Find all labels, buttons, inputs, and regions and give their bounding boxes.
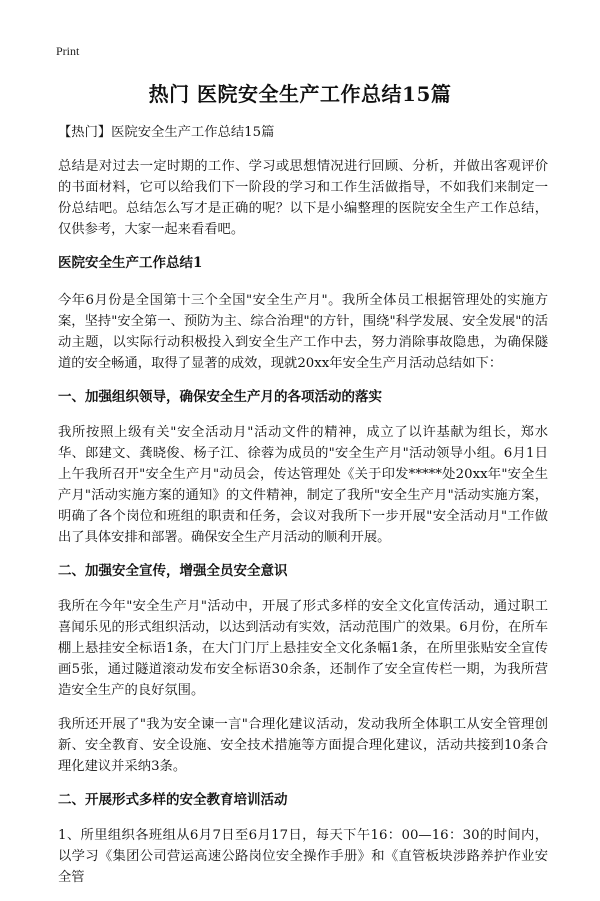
publicity-paragraph: 我所在今年"安全生产月"活动中，开展了形式多样的安全文化宣传活动，通过职工喜闻乐见的形式组织活动，以达到活动有实效，活动范围广的效果。6月份，在所车棚上悬挂安全标语1条，在大门门厅上悬挂安全文化条幅1条，在所里张贴安全宣传画5张，通过隧道滚动发布安全标语30余条，还制作了安全宣传栏一期，为我所营造安全生产的良好氛围。 — [58, 599, 548, 698]
page-title: 热门 医院安全生产工作总结15篇 — [148, 82, 452, 106]
organization-paragraph: 我所按照上级有关"安全活动月"活动文件的精神，成立了以许基献为组长，郑水华、郎建文、龚晓俊、杨子江、徐蓉为成员的"安全生产月"活动领导小组。6月1日上午我所召开"安全生产月"动员会，传达管理处《关于印发*****处20xx年"安全生产月"活动实施方案的通知》的文件精神，制定了我所"安全生产月"活动实施方案，明确了各个岗位和班组的职责和任务，会议对我所下一步开展"安全活动月"工作做出了具体安排和部署。确保安全生产月活动的顺利开展。 — [58, 425, 548, 545]
document-subtitle: 【热门】医院安全生产工作总结15篇 — [58, 125, 275, 140]
section-title: 医院安全生产工作总结1 — [58, 255, 203, 271]
document-body — [58, 122, 548, 901]
section-intro-paragraph: 今年6月份是全国第十三个全国"安全生产月"。我所全体员工根据管理处的实施方案，坚持"安全第一、预防为主、综合治理"的方针，围绕"科学发展、安全发展"的活动主题，以实际行动积极投入到安全生产工作中去，努力消除事故隐患，为确保隧道的安全畅通，取得了显著的成效，现就20xx年安全生产月活动总结如下： — [58, 293, 548, 371]
intro-paragraph: 总结是对过去一定时期的工作、学习或思想情况进行回顾、分析，并做出客观评价的书面材料，它可以给我们下一阶段的学习和工作生活做指导，不如我们来制定一份总结吧。总结怎么写才是正确的呢？以下是小编整理的医院安全生产工作总结，仅供参考，大家一起来看看吧。 — [58, 159, 548, 237]
heading-training: 二、开展形式多样的安全教育培训活动 — [58, 792, 288, 808]
suggestion-paragraph: 我所还开展了"我为安全谏一言"合理化建议活动，发动我所全体职工从安全管理创新、安全教育、安全设施、安全技术措施等方面提合理化建议，活动共接到10条合理化建议并采纳3条。 — [58, 717, 548, 774]
training-paragraph: 1、所里组织各班组从6月7日至6月17日，每天下午16：00—16：30的时间内，以学习《集团公司营运高速公路岗位安全操作手册》和《直管板块涉路养护作业安全管 — [58, 828, 548, 885]
heading-organization: 一、加强组织领导，确保安全生产月的各项活动的落实 — [58, 389, 382, 405]
print-label[interactable]: Print — [56, 44, 80, 58]
heading-publicity: 二、加强安全宣传，增强全员安全意识 — [58, 563, 288, 579]
